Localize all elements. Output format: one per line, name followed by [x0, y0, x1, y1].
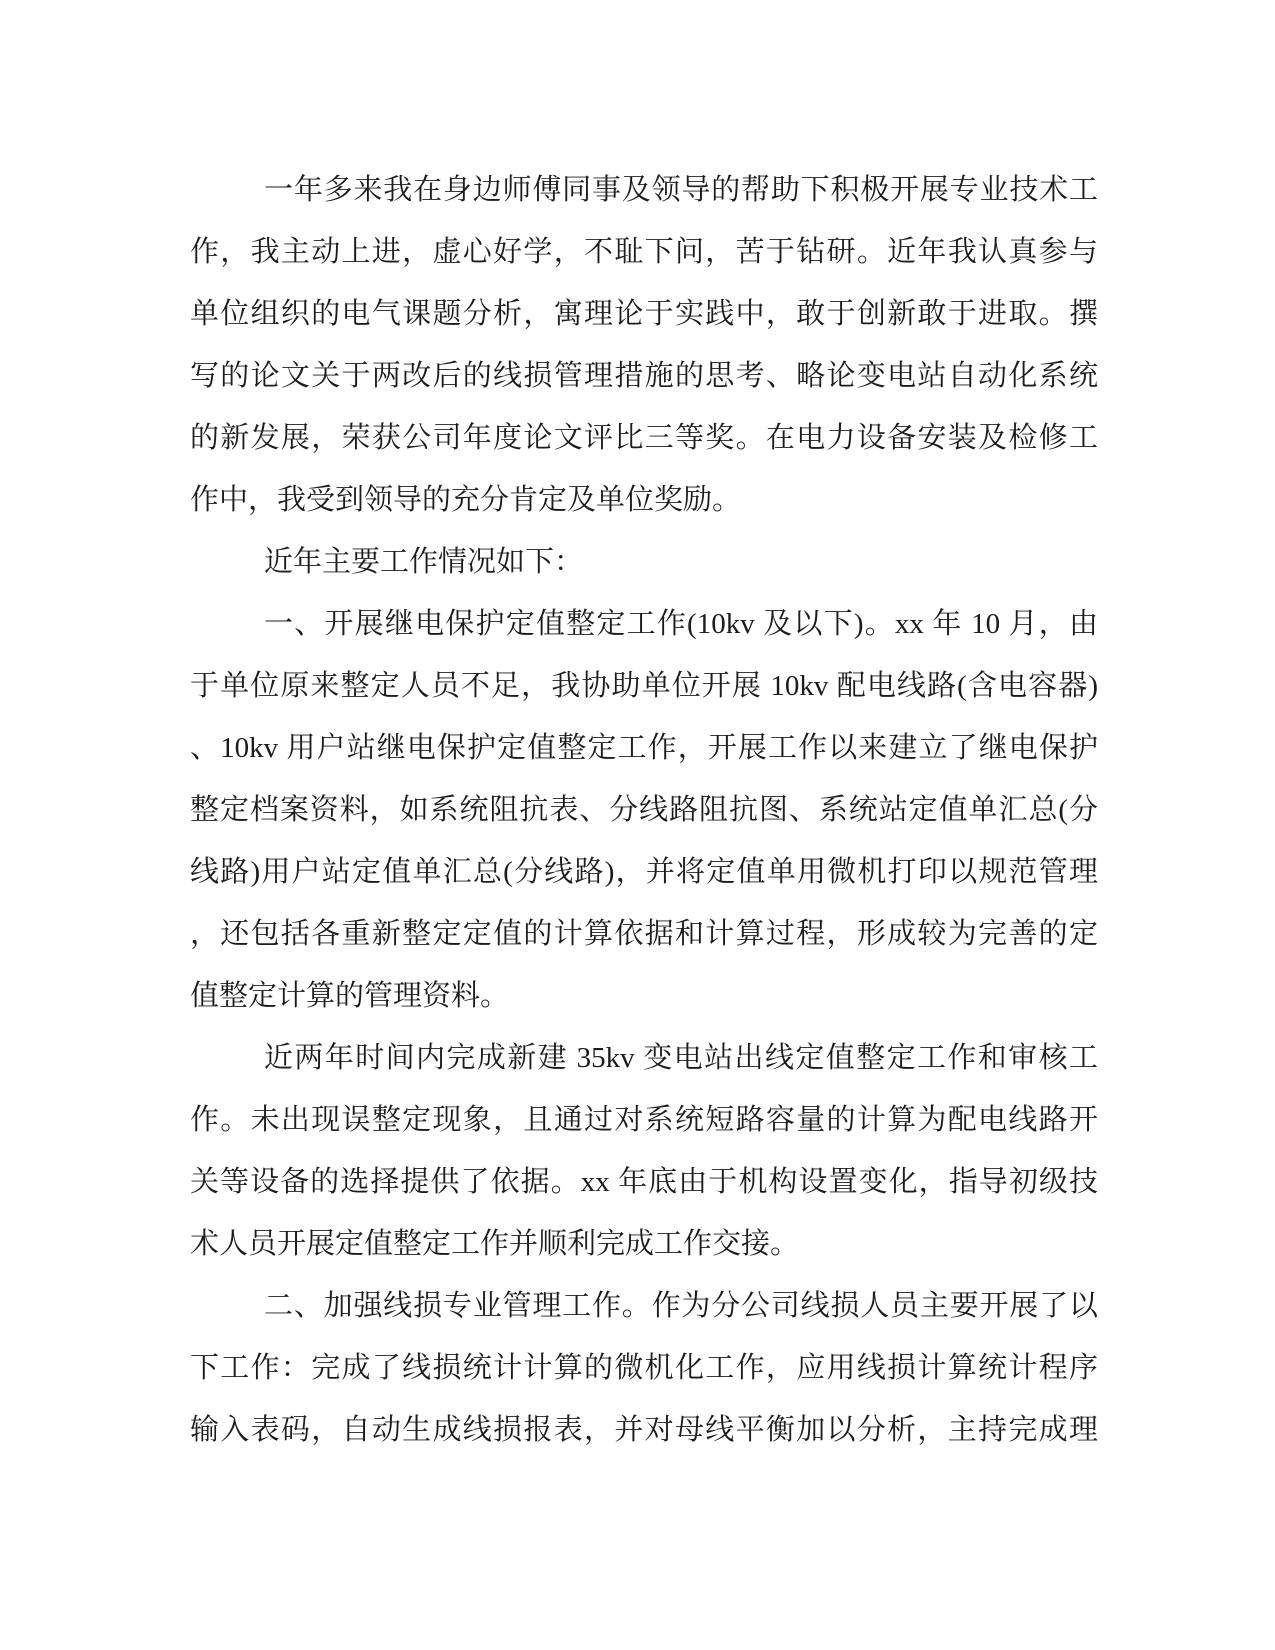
text-line: 二、加强线损专业管理工作。作为分公司线损人员主要开展了以	[264, 1290, 1098, 1322]
text-line: 输入表码，自动生成线损报表，并对母线平衡加以分析，主持完成理	[190, 1414, 1098, 1446]
document-body	[190, 159, 1098, 1461]
text-line: 术人员开展定值整定工作并顺利完成工作交接。	[190, 1228, 800, 1260]
text-line: ，还包括各重新整定定值的计算依据和计算过程，形成较为完善的定	[190, 918, 1098, 950]
text-line: 值整定计算的管理资料。	[190, 980, 510, 1012]
paragraph	[190, 531, 1098, 593]
text-line: 于单位原来整定人员不足，我协助单位开展 10kv 配电线路(含电容器)	[190, 670, 1098, 702]
paragraph	[190, 159, 1098, 531]
text-line: 一年多来我在身边师傅同事及领导的帮助下积极开展专业技术工	[264, 174, 1098, 206]
text-line: 近年主要工作情况如下：	[264, 546, 584, 578]
text-line: 近两年时间内完成新建 35kv 变电站出线定值整定工作和审核工	[264, 1042, 1098, 1074]
text-line: 整定档案资料，如系统阻抗表、分线路阻抗图、系统站定值单汇总(分	[190, 794, 1098, 826]
text-line: 单位组织的电气课题分析，寓理论于实践中，敢于创新敢于进取。撰	[190, 298, 1098, 330]
text-line: 关等设备的选择提供了依据。xx 年底由于机构设置变化，指导初级技	[190, 1166, 1098, 1198]
text-line: 的新发展，荣获公司年度论文评比三等奖。在电力设备安装及检修工	[190, 422, 1098, 454]
paragraph	[190, 1275, 1098, 1461]
paragraph	[190, 1027, 1098, 1275]
text-line: 作中，我受到领导的充分肯定及单位奖励。	[190, 484, 742, 516]
text-line: 一、开展继电保护定值整定工作(10kv 及以下)。xx 年 10 月，由	[264, 608, 1098, 640]
text-line: 下工作：完成了线损统计计算的微机化工作，应用线损计算统计程序	[190, 1352, 1098, 1384]
text-line: 作。未出现误整定现象，且通过对系统短路容量的计算为配电线路开	[190, 1104, 1098, 1136]
text-line: 线路)用户站定值单汇总(分线路)，并将定值单用微机打印以规范管理	[190, 856, 1098, 888]
text-line: 、10kv 用户站继电保护定值整定工作，开展工作以来建立了继电保护	[190, 732, 1098, 764]
text-line: 作，我主动上进，虚心好学，不耻下问，苦于钻研。近年我认真参与	[190, 236, 1098, 268]
paragraph	[190, 593, 1098, 1027]
text-line: 写的论文关于两改后的线损管理措施的思考、略论变电站自动化系统	[190, 360, 1098, 392]
